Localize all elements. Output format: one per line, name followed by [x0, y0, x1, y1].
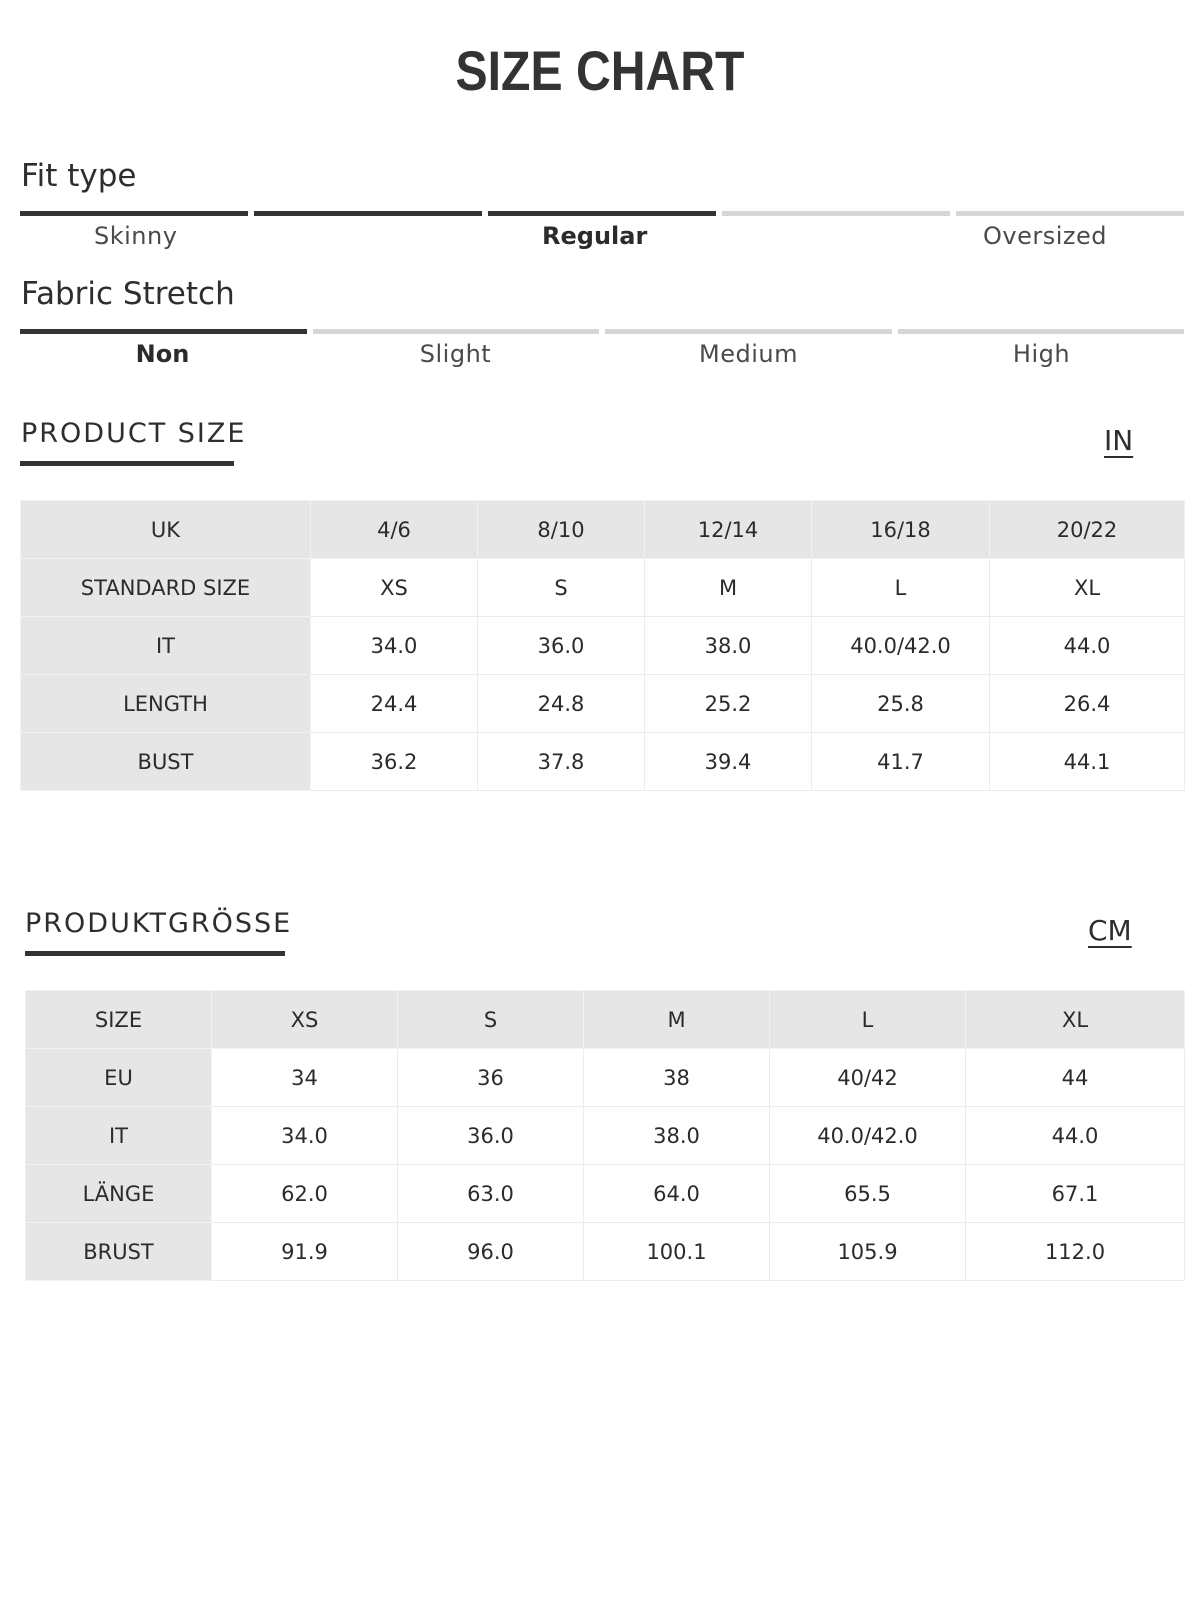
table-cell: 67.1 [966, 1165, 1185, 1223]
stretch-step [313, 329, 600, 334]
fit-type-step [956, 211, 1184, 216]
table-header-cell: L [770, 991, 966, 1049]
table-header-cell: XL [966, 991, 1185, 1049]
stretch-option-high: High [1012, 340, 1071, 368]
table-row-label: BRUST [26, 1223, 212, 1281]
fit-type-step [20, 211, 248, 216]
table-header-cell: XS [212, 991, 398, 1049]
table-cell: 38 [584, 1049, 770, 1107]
table-cell: 65.5 [770, 1165, 966, 1223]
fabric-stretch-scale [20, 329, 1184, 334]
table-header-cell: 20/22 [990, 501, 1185, 559]
table-row-label: LÄNGE [26, 1165, 212, 1223]
page-title: SIZE CHART [455, 39, 745, 102]
table-cell: 25.8 [812, 675, 990, 733]
table-cell: 34.0 [311, 617, 478, 675]
fit-option-oversized: Oversized [983, 222, 1107, 250]
fit-option-skinny: Skinny [94, 222, 178, 250]
table-cell: L [812, 559, 990, 617]
table-cell: S [478, 559, 645, 617]
table-header-cell: UK [21, 501, 311, 559]
table-cell: 40/42 [770, 1049, 966, 1107]
table-cell: 41.7 [812, 733, 990, 791]
table-row-label: BUST [21, 733, 311, 791]
table-cell: 36.0 [398, 1107, 584, 1165]
table-row-label: STANDARD SIZE [21, 559, 311, 617]
table-row [21, 617, 1185, 675]
fabric-stretch-labels [20, 340, 1184, 372]
product-size-title: PRODUCT SIZE [21, 418, 247, 449]
table-cell: 24.8 [478, 675, 645, 733]
table-header-cell: 12/14 [645, 501, 812, 559]
table-cell: 38.0 [645, 617, 812, 675]
table-header-cell: M [584, 991, 770, 1049]
table-row [21, 675, 1185, 733]
table-row [21, 733, 1185, 791]
product-size-table [20, 500, 1185, 791]
fit-type-step [254, 211, 482, 216]
table-header-cell: S [398, 991, 584, 1049]
table-cell: 91.9 [212, 1223, 398, 1281]
table-row [21, 559, 1185, 617]
unit-toggle-in[interactable]: IN [1104, 424, 1134, 457]
table-header-cell: 16/18 [812, 501, 990, 559]
produktgroesse-title: PRODUKTGRÖSSE [25, 908, 293, 939]
table-cell: 40.0/42.0 [812, 617, 990, 675]
fit-type-step [722, 211, 950, 216]
table-cell: 96.0 [398, 1223, 584, 1281]
table-row [26, 1107, 1185, 1165]
unit-toggle-cm[interactable]: CM [1088, 914, 1132, 947]
table-cell: 112.0 [966, 1223, 1185, 1281]
table-cell: 44.1 [990, 733, 1185, 791]
table-row-label: IT [21, 617, 311, 675]
stretch-step [898, 329, 1185, 334]
stretch-step [20, 329, 307, 334]
table-cell: 34 [212, 1049, 398, 1107]
table-cell: 44 [966, 1049, 1185, 1107]
table-cell: 37.8 [478, 733, 645, 791]
table-cell: 64.0 [584, 1165, 770, 1223]
table-cell: XS [311, 559, 478, 617]
table-cell: 24.4 [311, 675, 478, 733]
table-cell: 36 [398, 1049, 584, 1107]
stretch-step [605, 329, 892, 334]
stretch-option-non: Non [135, 340, 190, 368]
table-row-label: EU [26, 1049, 212, 1107]
table-header-cell: SIZE [26, 991, 212, 1049]
table-cell: 39.4 [645, 733, 812, 791]
table-cell: 38.0 [584, 1107, 770, 1165]
fit-type-step [488, 211, 716, 216]
table-cell: 36.2 [311, 733, 478, 791]
table-header-cell: 8/10 [478, 501, 645, 559]
table-header-cell: 4/6 [311, 501, 478, 559]
table-row-label: IT [26, 1107, 212, 1165]
table-cell: 44.0 [966, 1107, 1185, 1165]
table-header-row [21, 501, 1185, 559]
table-cell: 26.4 [990, 675, 1185, 733]
table-header-row [26, 991, 1185, 1049]
fit-type-labels [20, 222, 1184, 254]
table-cell: XL [990, 559, 1185, 617]
table-cell: 62.0 [212, 1165, 398, 1223]
table-cell: 34.0 [212, 1107, 398, 1165]
table-row-label: LENGTH [21, 675, 311, 733]
table-cell: 100.1 [584, 1223, 770, 1281]
stretch-option-medium: Medium [699, 340, 798, 368]
table-row [26, 1165, 1185, 1223]
table-cell: 63.0 [398, 1165, 584, 1223]
table-cell: 44.0 [990, 617, 1185, 675]
table-cell: M [645, 559, 812, 617]
fit-type-heading: Fit type [21, 158, 137, 194]
table-cell: 105.9 [770, 1223, 966, 1281]
fit-type-scale [20, 211, 1184, 216]
table-cell: 25.2 [645, 675, 812, 733]
product-size-underline [20, 461, 234, 466]
table-cell: 40.0/42.0 [770, 1107, 966, 1165]
stretch-option-slight: Slight [419, 340, 492, 368]
table-row [26, 1223, 1185, 1281]
produktgroesse-table [25, 990, 1185, 1281]
produktgroesse-underline [25, 951, 285, 956]
fit-option-regular: Regular [542, 222, 648, 250]
fabric-stretch-heading: Fabric Stretch [21, 276, 235, 312]
table-cell: 36.0 [478, 617, 645, 675]
table-row [26, 1049, 1185, 1107]
